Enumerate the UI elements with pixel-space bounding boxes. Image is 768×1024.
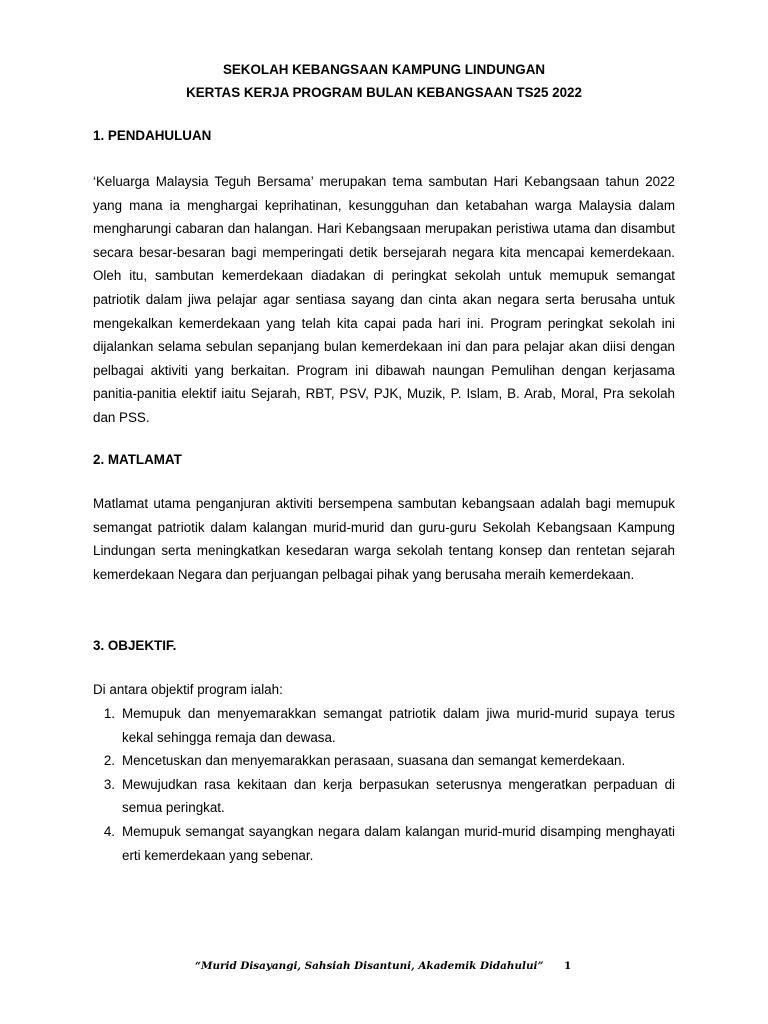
page-number: 1	[564, 960, 572, 972]
paragraph-matlamat: Matlamat utama penganjuran aktiviti bersempena sambutan kebangsaan adalah bagi memupuk semangat patriotik dalam kalangan murid-murid dan guru-guru Sekolah Kebangsaan Kampung Lindungan serta meningkatkan kesedaran warga sekolah tentang konsep dan rentetan sejarah kemerdekaan Negara dan perjuangan pelbagai pihak yang berusaha meraih kemerdekaan.	[93, 496, 675, 582]
list-item-text: Mencetuskan dan menyemarakkan perasaan, suasana dan semangat kemerdekaan.	[122, 753, 626, 769]
list-item	[93, 773, 675, 820]
list-item-text: Mewujudkan rasa kekitaan dan kerja berpasukan seterusnya mengeratkan perpaduan di semua peringkat.	[122, 776, 675, 816]
list-item	[93, 820, 675, 867]
document-title: KERTAS KERJA PROGRAM BULAN KEBANGSAAN TS25 2022	[186, 85, 582, 100]
list-item-number: 4.	[103, 823, 115, 839]
list-item	[93, 749, 675, 773]
section-heading-pendahuluan: 1. PENDAHULUAN	[93, 128, 212, 143]
section-heading-matlamat: 2. MATLAMAT	[93, 452, 182, 467]
title-block	[0, 58, 768, 104]
list-item-number: 1.	[103, 706, 115, 721]
list-item-number: 2.	[103, 753, 115, 769]
school-name: SEKOLAH KEBANGSAAN KAMPUNG LINDUNGAN	[222, 62, 546, 77]
list-item-number: 3.	[103, 776, 115, 792]
footer-motto: “Murid Disayangi, Sahsiah Disantuni, Akademik Didahului”	[195, 960, 544, 972]
list-item	[93, 702, 675, 749]
paragraph-pendahuluan: ‘Keluarga Malaysia Teguh Bersama’ merupakan tema sambutan Hari Kebangsaan tahun 2022 yang mana ia menghargai keprihatinan, kesungguhan dan ketabahan warga Malaysia dalam mengharungi cabaran dan halangan. Hari Kebangsaan merupakan peristiwa utama dan disambut secara besar-besaran bagi memperingati detik bersejarah negara kita mencapai kemerdekaan. Oleh itu, sambutan kemerdekaan diadakan di peringkat sekolah untuk memupuk semangat patriotik dalam jiwa pelajar agar sentiasa sayang dan cinta akan negara serta berusaha untuk mengekalkan kemerdekaan yang telah kita capai pada hari ini. Program peringkat sekolah ini dijalankan selama sebulan sepanjang bulan kemerdekaan ini dan para pelajar akan diisi dengan pelbagai aktiviti yang berkaitan. Program ini dibawah naungan Pemulihan dengan kerjasama panitia-panitia elektif iaitu Sejarah, RBT, PSV, PJK, Muzik, P. Islam, B. Arab, Moral, Pra sekolah dan PSS.	[93, 174, 675, 425]
objektif-intro: Di antara objektif program ialah:	[93, 682, 283, 697]
objektif-list	[93, 702, 675, 867]
list-item-text: Memupuk semangat sayangkan negara dalam kalangan murid-murid disamping menghayati erti kemerdekaan yang sebenar.	[122, 823, 675, 863]
section-heading-objektif: 3. OBJEKTIF.	[93, 638, 177, 653]
list-item-text: Memupuk dan menyemarakkan semangat patriotik dalam jiwa murid-murid supaya terus kekal sehingga remaja dan dewasa.	[122, 706, 675, 745]
